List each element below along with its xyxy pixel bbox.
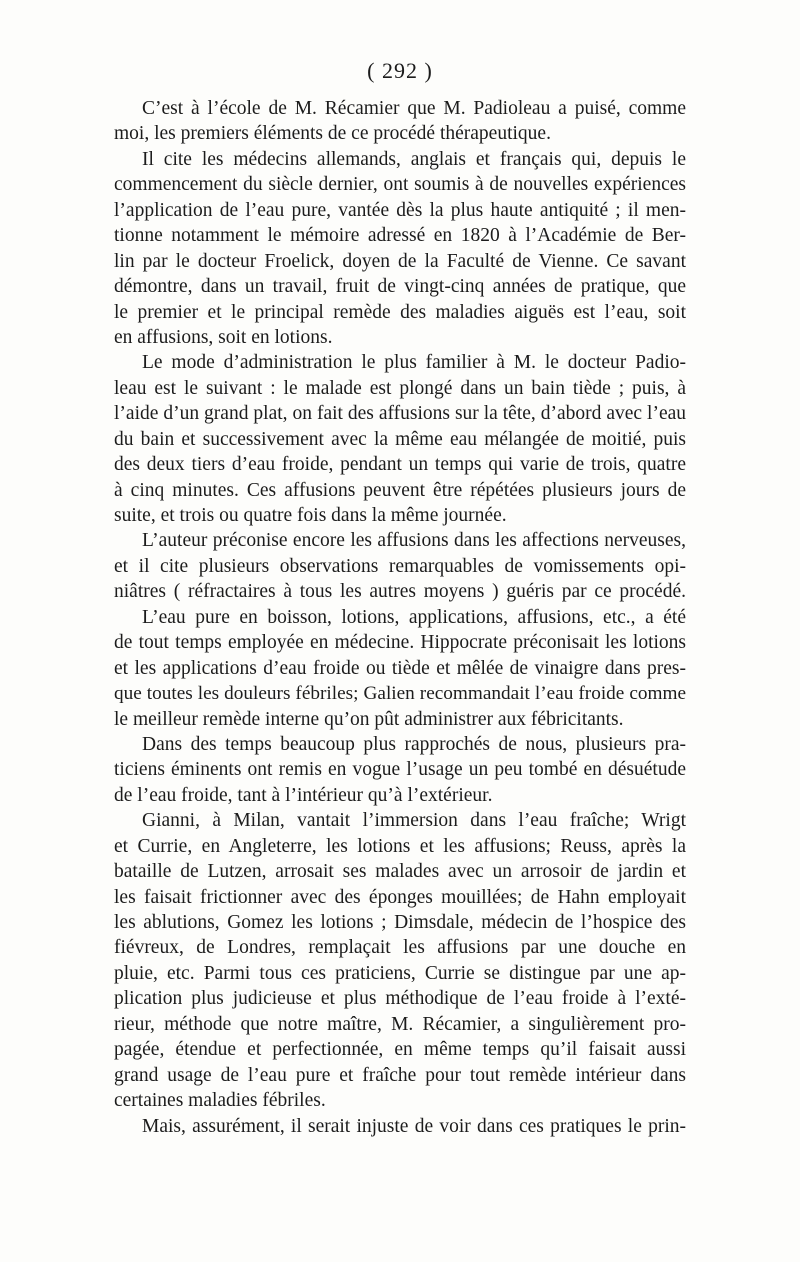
text-line: niâtres ( réfractaires à tous les autres moyens ) guéris par ce procédé. [114, 581, 686, 603]
text-line: de tout temps employée en médecine. Hippocrate préconisait les lotions [114, 632, 686, 654]
text-line: du bain et successivement avec la même eau mélangée de moitié, puis [114, 428, 686, 450]
text-line: ticiens éminents ont remis en vogue l’usage un peu tombé en désuétude [114, 759, 686, 781]
text-line: pluie, etc. Parmi tous ces praticiens, Currie se distingue par une ap- [114, 962, 686, 984]
text-line: Gianni, à Milan, vantait l’immersion dans l’eau fraîche; Wrigt [142, 810, 686, 832]
text-line: les faisait frictionner avec des éponges mouillées; de Hahn employait [114, 886, 686, 908]
text-line: suite, et trois ou quatre fois dans la même journée. [114, 505, 507, 526]
text-line: le meilleur remède interne qu’on pût administrer aux fébricitants. [114, 708, 624, 730]
text-line: que toutes les douleurs fébriles; Galien recommandait l’eau froide comme [114, 683, 686, 705]
text-line: moi, les premiers éléments de ce procédé thérapeutique. [114, 123, 551, 145]
text-line: l’aide d’un grand plat, on fait des affusions sur la tête, d’abord avec l’eau [114, 403, 686, 425]
text-line: en affusions, soit en lotions. [114, 326, 333, 348]
text-line: rieur, méthode que notre maître, M. Récamier, a singulièrement pro- [114, 1013, 686, 1035]
text-line: à cinq minutes. Ces affusions peuvent être répétées plusieurs jours de [114, 479, 686, 501]
text-line: C’est à l’école de M. Récamier que M. Padioleau a puisé, comme [142, 98, 686, 119]
text-line: L’eau pure en boisson, lotions, applications, affusions, etc., a été [142, 606, 686, 628]
text-line: Il cite les médecins allemands, anglais et français qui, depuis le [142, 148, 686, 170]
text-line: certaines maladies fébriles. [114, 1090, 326, 1112]
page-number: ( 292 ) [367, 58, 433, 83]
text-line: pagée, étendue et perfectionnée, en même temps qu’il faisait aussi [114, 1039, 686, 1061]
text-line: démontre, dans un travail, fruit de vingt-cinq années de pratique, que [114, 276, 686, 298]
text-line: Mais, assurément, il serait injuste de voir dans ces pratiques le prin- [142, 1115, 686, 1137]
text-line: grand usage de l’eau pure et fraîche pour tout remède intérieur dans [114, 1064, 686, 1086]
text-line: et Currie, en Angleterre, les lotions et les affusions; Reuss, après la [114, 835, 686, 857]
text-line: l’application de l’eau pure, vantée dès la plus haute antiquité ; il men- [114, 199, 686, 221]
text-line: et il cite plusieurs observations remarquables de vomissements opi- [114, 555, 686, 577]
text-line: fiévreux, de Londres, remplaçait les affusions par une douche en [114, 937, 686, 959]
text-line: lin par le docteur Froelick, doyen de la Faculté de Vienne. Ce savant [114, 250, 686, 272]
body-text [114, 96, 686, 1139]
text-line: tionne notamment le mémoire adressé en 1820 à l’Académie de Ber- [114, 225, 686, 247]
text-line: leau est le suivant : le malade est plongé dans un bain tiède ; puis, à [114, 377, 686, 399]
text-line: les ablutions, Gomez les lotions ; Dimsdale, médecin de l’hospice des [114, 912, 686, 933]
text-line: Dans des temps beaucoup plus rapprochés de nous, plusieurs pra- [142, 733, 686, 755]
text-line: le premier et le principal remède des maladies aiguës est l’eau, soit [114, 301, 686, 323]
text-line: L’auteur préconise encore les affusions dans les affections nerveuses, [142, 530, 686, 552]
text-line: plication plus judicieuse et plus méthodique de l’eau froide à l’exté- [114, 988, 686, 1010]
text-line: de l’eau froide, tant à l’intérieur qu’à l’extérieur. [114, 784, 493, 806]
text-line: et les applications d’eau froide ou tiède et mêlée de vinaigre dans pres- [114, 657, 686, 679]
text-line: Le mode d’administration le plus familier à M. le docteur Padio- [142, 352, 686, 374]
text-line: commencement du siècle dernier, ont soumis à de nouvelles expériences [114, 174, 686, 196]
text-line: bataille de Lutzen, arrosait ses malades avec un arrosoir de jardin et [114, 861, 686, 883]
text-line: des deux tiers d’eau froide, pendant un temps qui varie de trois, quatre [114, 454, 686, 476]
